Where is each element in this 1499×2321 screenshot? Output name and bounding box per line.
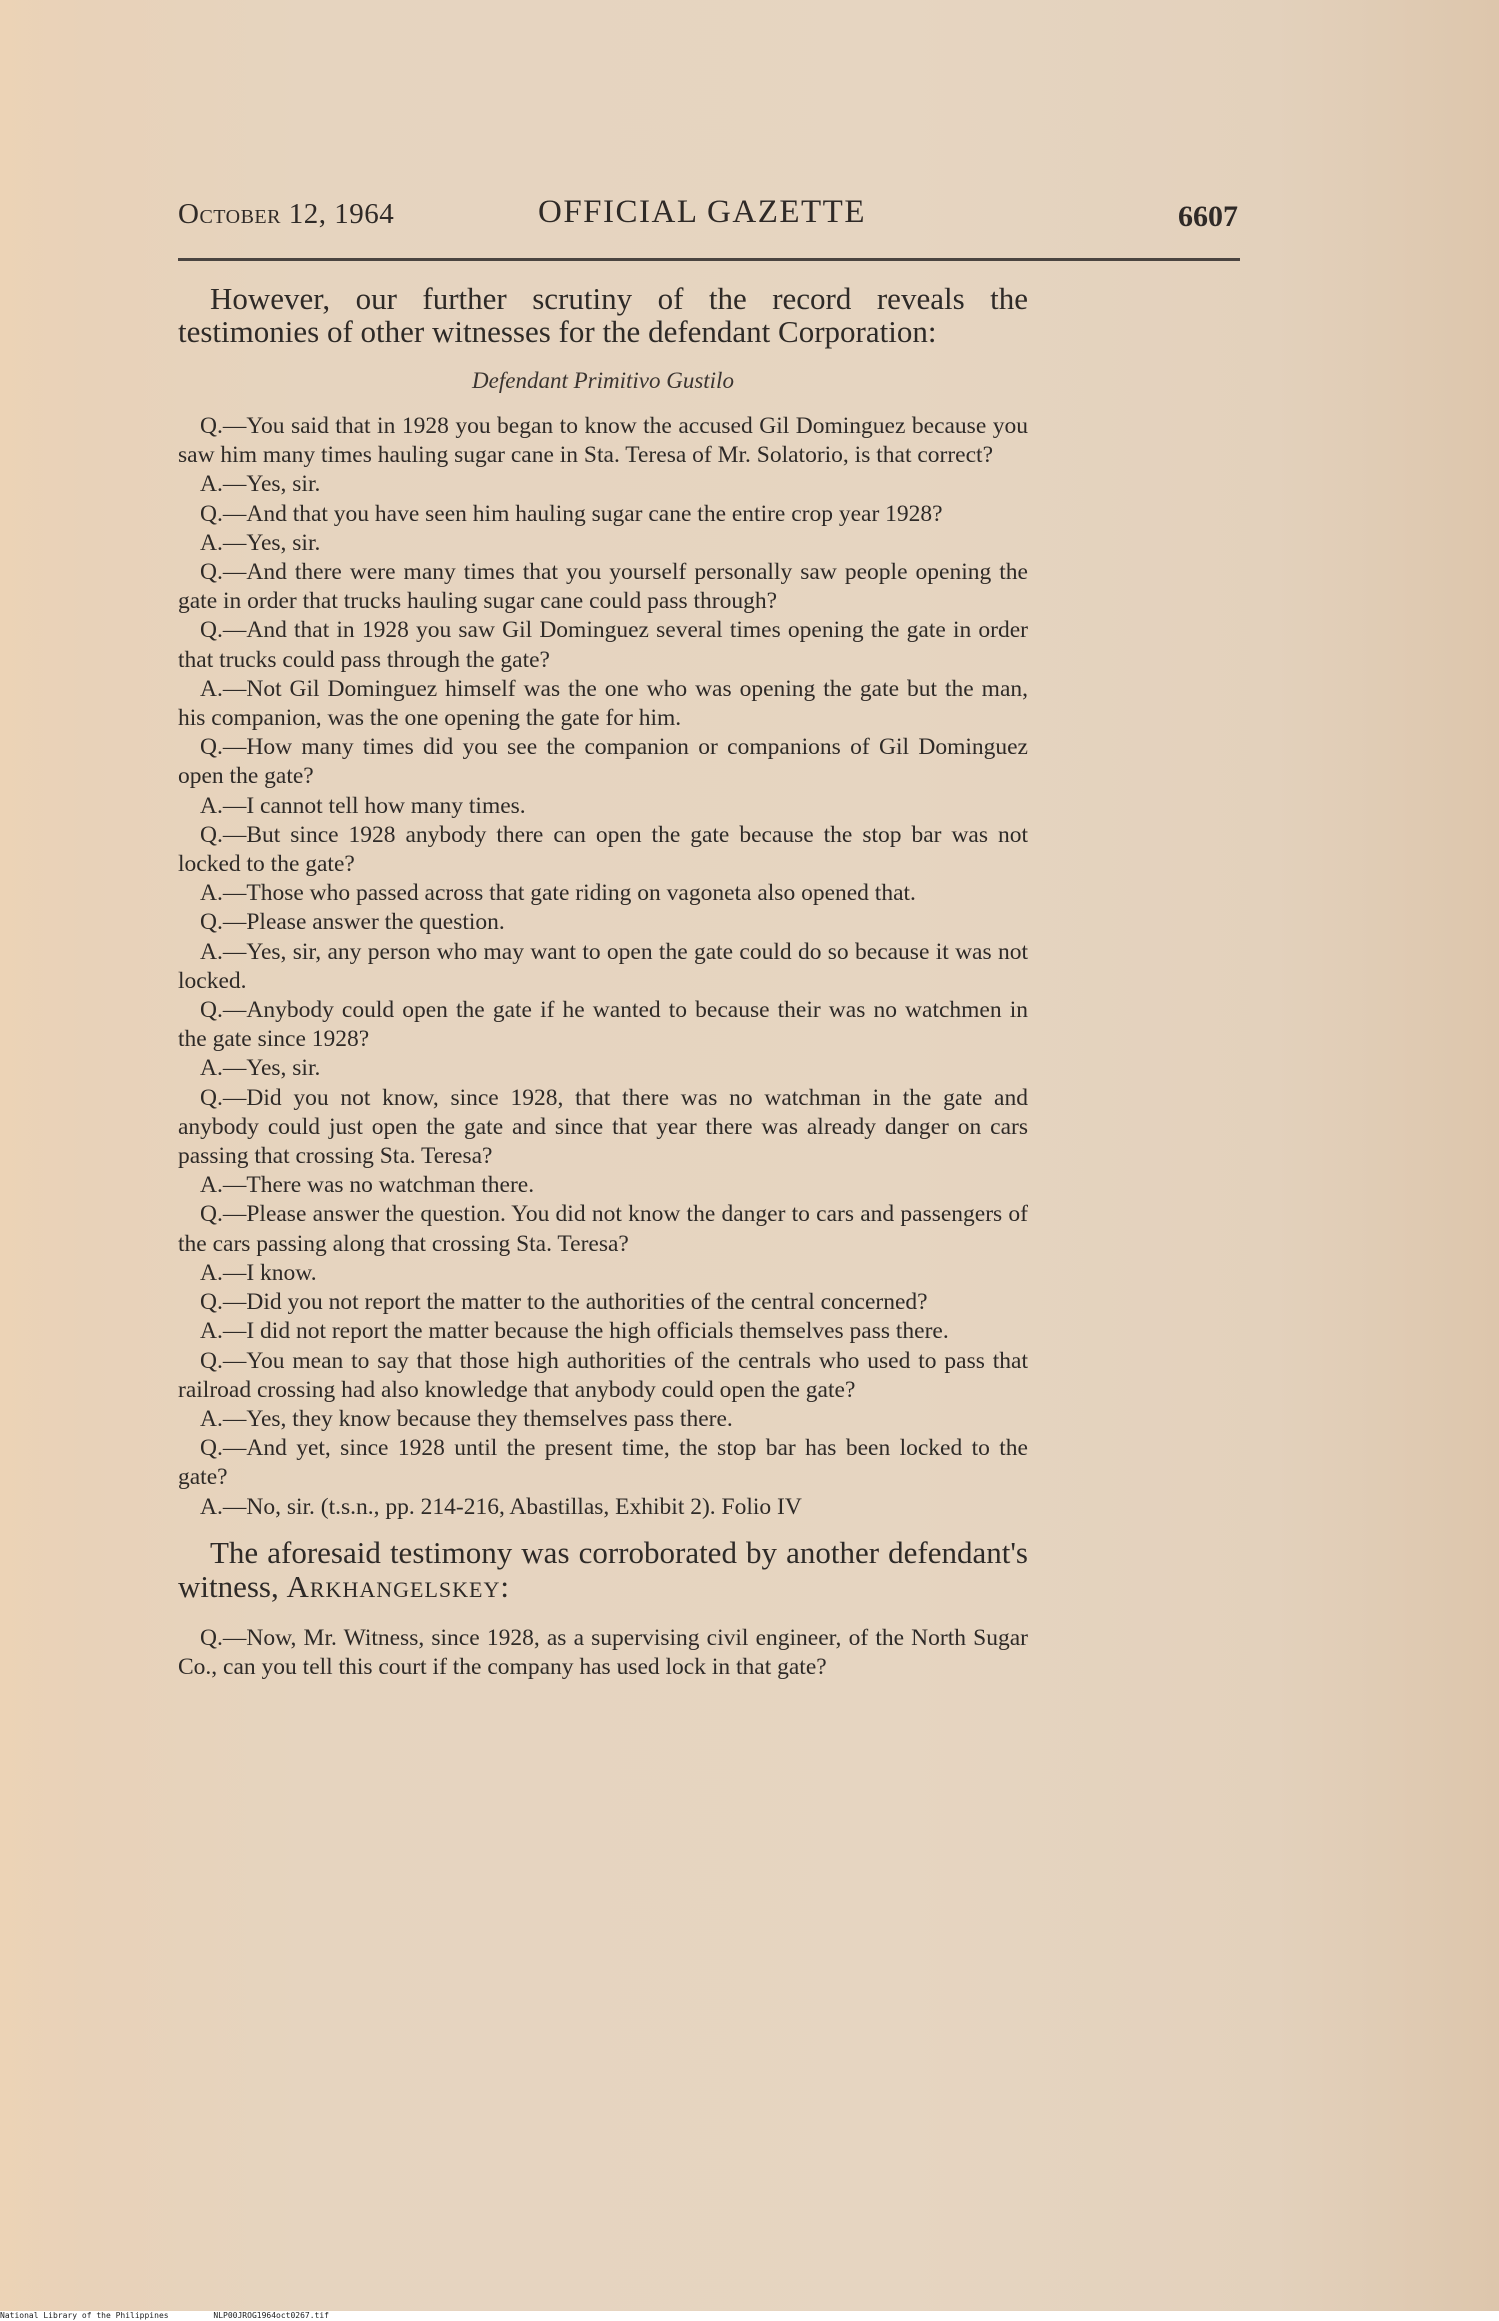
qa-line: A.—Those who passed across that gate riding on vagoneta also opened that. — [200, 880, 916, 907]
qa-line: A.—Not Gil Dominguez himself was the one who was opening the gate but the man, his companion, was the one opening the gate for him. — [178, 675, 1028, 732]
testimony-block-1 — [178, 412, 1028, 1522]
qa-line: Q.—Did you not know, since 1928, that there was no watchman in the gate and anybody could just open the gate and since that year there was already danger on cars passing that crossing Sta. Teresa? — [178, 1084, 1028, 1170]
qa-line: Q.—Now, Mr. Witness, since 1928, as a supervising civil engineer, of the North Sugar Co., can you tell this court if the company has used lock in that gate? — [178, 1624, 1028, 1680]
qa-line: Q.—And there were many times that you yourself personally saw people opening the gate in order that trucks hauling sugar cane could pass through? — [178, 559, 1028, 615]
qa-line: A.—Yes, they know because they themselves pass there. — [200, 1405, 733, 1432]
scan-footer — [0, 2311, 1499, 2321]
testimony-block-2 — [178, 1624, 1028, 1682]
qa-line: Q.—You said that in 1928 you began to know the accused Gil Dominguez because you saw him many times hauling sugar cane in Sta. Teresa of Mr. Solatorio, is that correct? — [178, 413, 1028, 469]
qa-line: Q.—Please answer the question. You did not know the danger to cars and passengers of the cars passing along that crossing Sta. Teresa? — [178, 1201, 1028, 1257]
qa-line: Q.—Please answer the question. — [200, 909, 505, 936]
qa-line: Q.—But since 1928 anybody there can open the gate because the stop bar was not locked to the gate? — [178, 821, 1028, 878]
qa-line: A.—Yes, sir. — [200, 471, 321, 498]
corroboration-text: The aforesaid testimony was corroborated by another defendant's witness, — [178, 1534, 1028, 1604]
qa-line: Q.—And that in 1928 you saw Gil Dominguez several times opening the gate in order that trucks could pass through the gate? — [178, 617, 1028, 673]
body-text — [178, 282, 1028, 1682]
qa-line: Q.—And yet, since 1928 until the present time, the stop bar has been locked to the gate? — [178, 1435, 1028, 1491]
qa-line: A.—Yes, sir. — [200, 1055, 321, 1082]
qa-line: Q.—You mean to say that those high authorities of the centrals who used to pass that railroad crossing had also knowledge that anybody could open the gate? — [178, 1347, 1028, 1403]
qa-line: Q.—Anybody could open the gate if he wanted to because their was no watchmen in the gate since 1928? — [178, 997, 1028, 1053]
qa-line: Q.—How many times did you see the companion or companions of Gil Dominguez open the gate? — [178, 734, 1028, 790]
header-date: October 12, 1964 — [178, 198, 395, 230]
qa-line: A.—I did not report the matter because the high officials themselves pass there. — [200, 1318, 949, 1345]
qa-line: Q.—And that you have seen him hauling sugar cane the entire crop year 1928? — [200, 500, 943, 527]
header-title: OFFICIAL GAZETTE — [538, 194, 866, 230]
witness-name: Arkhangelskey — [286, 1568, 501, 1604]
page-header — [178, 190, 1238, 246]
qa-line: A.—There was no watchman there. — [200, 1172, 535, 1199]
qa-line: A.—No, sir. (t.s.n., pp. 214-216, Abastillas, Exhibit 2). Folio IV — [200, 1493, 802, 1520]
footer-library: National Library of the Philippines — [0, 2311, 169, 2320]
qa-line: A.—Yes, sir. — [200, 529, 321, 556]
qa-line: Q.—Did you not report the matter to the authorities of the central concerned? — [200, 1289, 928, 1316]
qa-line: A.—I cannot tell how many times. — [200, 792, 526, 819]
corroboration-paragraph — [178, 1536, 1028, 1604]
footer-file: NLP00JROG1964oct0267.tif — [213, 2311, 329, 2320]
page-number: 6607 — [1178, 200, 1238, 233]
qa-line: A.—I know. — [200, 1259, 317, 1286]
corroboration-colon: : — [500, 1568, 509, 1604]
header-rule — [178, 258, 1240, 261]
intro-paragraph: However, our further scrutiny of the record reveals the testimonies of other witnesses for the defendant Corporation: — [178, 281, 1028, 349]
qa-line: A.—Yes, sir, any person who may want to open the gate could do so because it was not locked. — [178, 938, 1028, 994]
witness-subheading: Defendant Primitivo Gustilo — [472, 368, 734, 393]
